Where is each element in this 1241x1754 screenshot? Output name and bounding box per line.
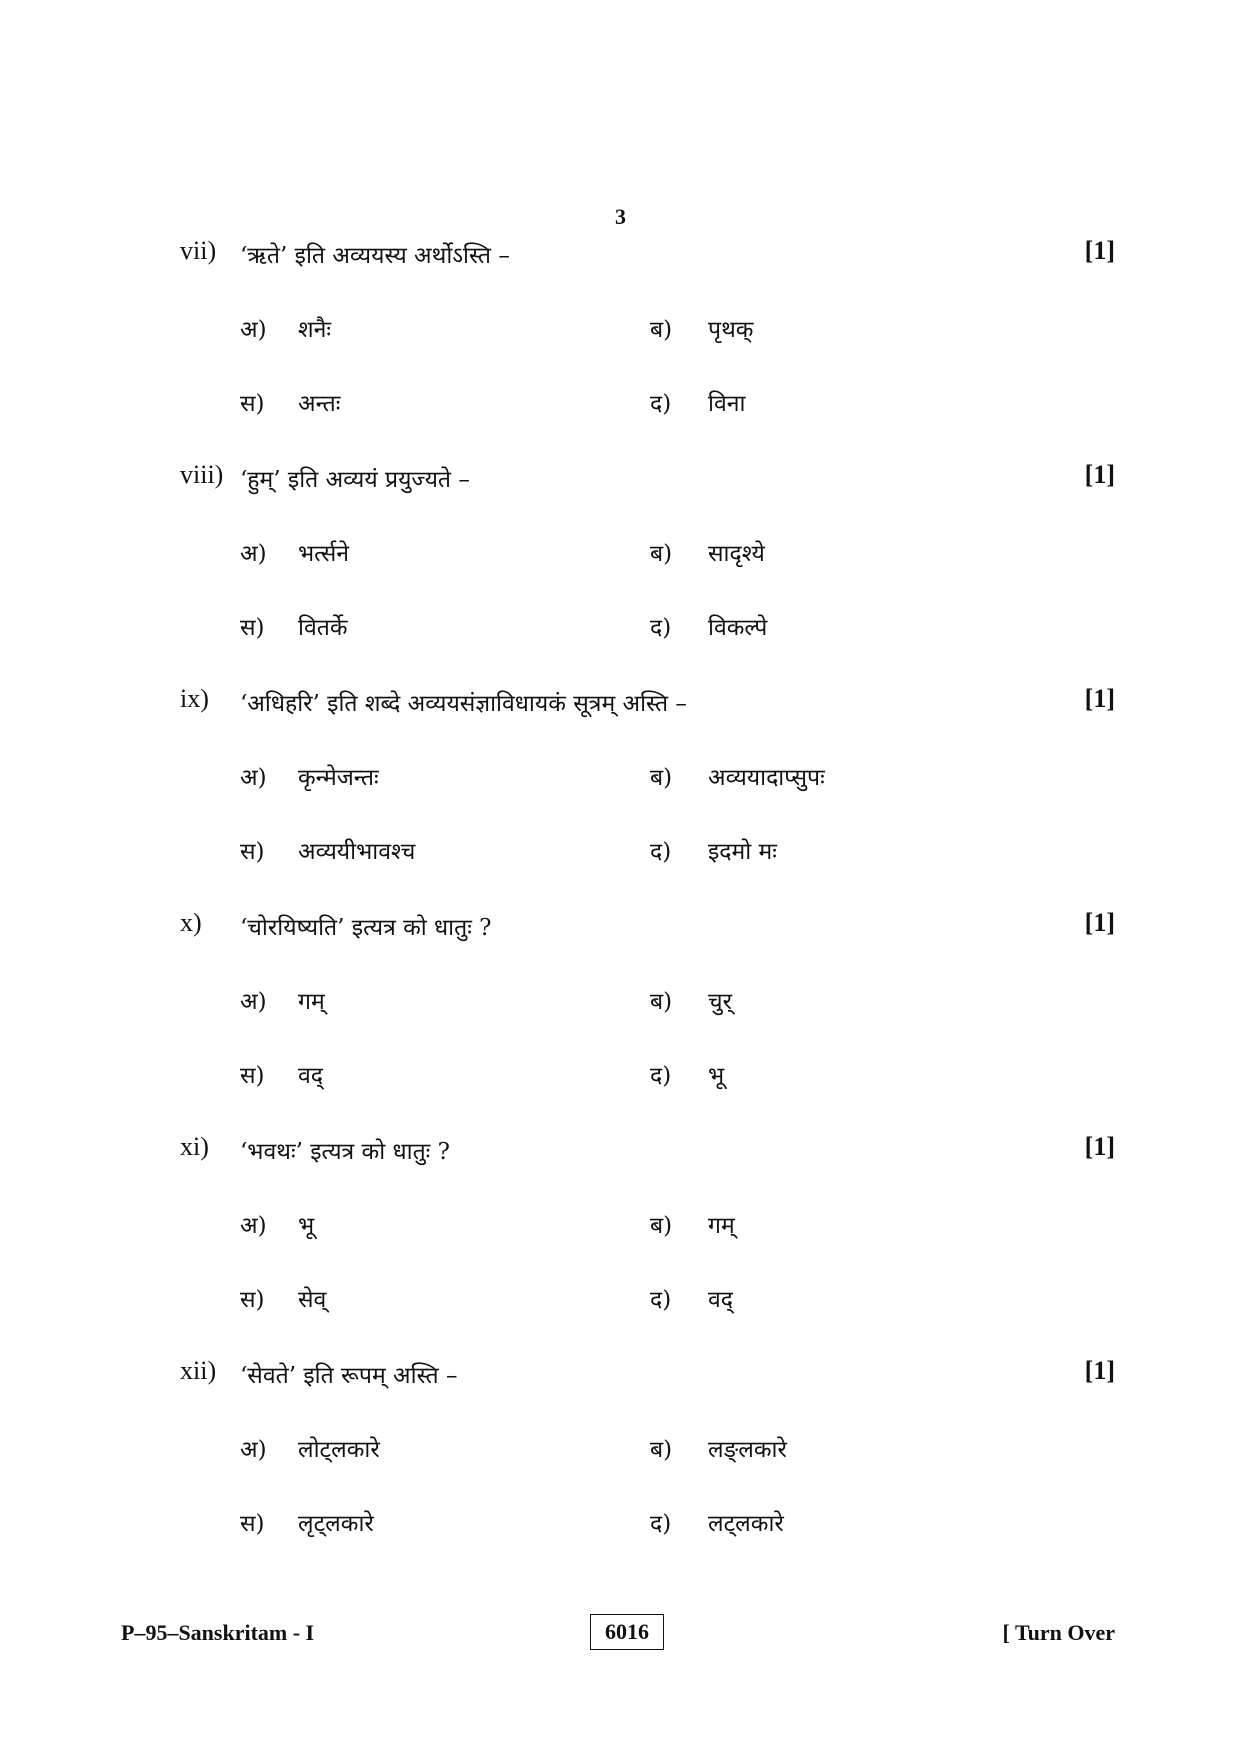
option-label: ब) [650,1213,673,1239]
option-label: अ) [240,1437,267,1463]
option-text: भू [708,1063,725,1089]
option-label: अ) [240,989,267,1015]
question-number: xii) [180,1356,217,1385]
option-label: ब) [650,1437,673,1463]
option-text: गम् [708,1213,735,1239]
question-number: ix) [180,684,209,713]
question-marks: [1] [1084,236,1115,265]
option-label: अ) [240,541,267,567]
option-label: द) [650,1511,672,1537]
question-number: xi) [180,1132,209,1161]
question-xii [0,1356,1241,1390]
option-text: शनैः [298,317,332,343]
option-label: ब) [650,989,673,1015]
option-label: ब) [650,765,673,791]
option-text: इदमो मः [708,839,777,865]
option-text: पृथक् [708,317,754,343]
question-text: ‘हुम्’ इति अव्ययं प्रयुज्यते – [240,467,470,493]
question-text: ‘चोरयिष्यति’ इत्यत्र को धातुः ? [240,915,492,941]
paper-code: P–95–Sanskritam - I [121,1620,315,1645]
booklet-number-box: 6016 [590,1614,664,1650]
question-ix [0,684,1241,718]
question-x [0,908,1241,942]
question-marks: [1] [1084,1132,1115,1161]
option-text: विकल्पे [708,615,768,641]
option-text: लृट्लकारे [298,1511,374,1537]
question-marks: [1] [1084,1356,1115,1385]
option-label: स) [240,1063,265,1089]
option-text: अव्ययादाप्सुपः [708,765,825,791]
question-marks: [1] [1084,460,1115,489]
option-label: स) [240,1287,265,1313]
page-number: 3 [615,204,626,229]
option-text: अन्तः [298,391,341,417]
option-text: अव्ययीभावश्च [298,839,416,865]
option-text: सेव् [298,1287,327,1313]
option-label: अ) [240,317,267,343]
option-label: द) [650,391,672,417]
question-text: ‘भवथः’ इत्यत्र को धातुः ? [240,1139,450,1165]
option-label: स) [240,615,265,641]
option-label: द) [650,1063,672,1089]
question-xi [0,1132,1241,1166]
option-label: स) [240,839,265,865]
question-text: ‘ऋते’ इति अव्ययस्य अर्थोऽस्ति – [240,243,510,269]
question-number: vii) [180,236,217,265]
option-label: द) [650,839,672,865]
option-text: भू [298,1213,315,1239]
option-text: सादृश्ये [708,541,765,567]
option-label: स) [240,391,265,417]
option-text: लट्लकारे [708,1511,784,1537]
question-marks: [1] [1084,908,1115,937]
question-text: ‘सेवते’ इति रूपम् अस्ति – [240,1363,458,1389]
option-text: कृन्मेजन्तः [298,765,379,791]
option-label: ब) [650,317,673,343]
option-text: लङ्लकारे [708,1437,787,1463]
option-label: द) [650,615,672,641]
option-text: वद् [708,1287,734,1313]
question-vii [0,236,1241,270]
option-text: वितर्के [298,615,348,641]
question-number: x) [180,908,202,937]
option-text: लोट्लकारे [298,1437,380,1463]
option-text: विना [708,391,746,417]
turn-over-label: [ Turn Over [1002,1620,1115,1645]
option-text: चुर् [708,989,733,1015]
option-label: द) [650,1287,672,1313]
option-label: अ) [240,1213,267,1239]
page-footer [0,1614,1241,1654]
option-text: गम् [298,989,325,1015]
question-text: ‘अधिहरि’ इति शब्दे अव्ययसंज्ञाविधायकं सूत्रम् अस्ति – [240,691,687,717]
option-text: भर्त्सने [298,541,350,567]
option-label: स) [240,1511,265,1537]
question-viii [0,460,1241,494]
question-marks: [1] [1084,684,1115,713]
question-number: viii) [180,460,224,489]
option-text: वद् [298,1063,324,1089]
option-label: अ) [240,765,267,791]
option-label: ब) [650,541,673,567]
